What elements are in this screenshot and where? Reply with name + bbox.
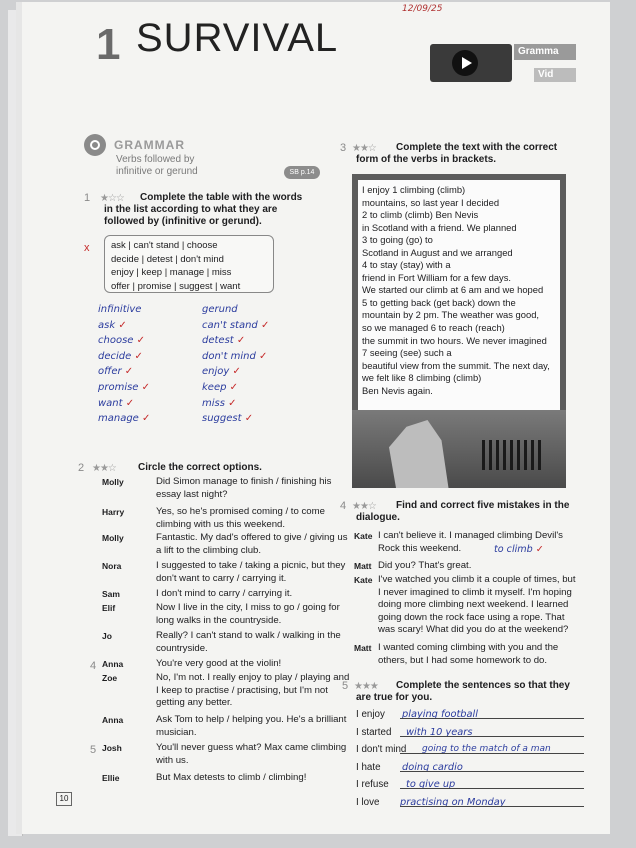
infinitive-item: offer ✓ xyxy=(98,366,134,378)
gerund-item: suggest ✓ xyxy=(202,413,254,425)
exercise-5-instruction: Complete the sentences so that they are true for you. xyxy=(356,680,570,703)
story-line: the summit in two hours. We never imagined xyxy=(362,334,547,346)
unit-number: 1 xyxy=(96,20,121,69)
story-line: mountains, so last year I decided xyxy=(362,196,500,208)
gerund-item: enjoy ✓ xyxy=(202,366,241,378)
gerund-item: miss ✓ xyxy=(202,397,237,409)
story-line: mountain by 2 pm. The weather was good, xyxy=(362,309,540,321)
mountain-photo xyxy=(352,410,566,488)
story-line: Scotland in August and we arranged xyxy=(362,246,513,258)
side-number: 5 xyxy=(90,744,97,756)
sentence-line: I don't mind going to the match of a man xyxy=(356,741,586,759)
gerund-item: detest ✓ xyxy=(202,335,246,347)
grammar-subtitle-line: Verbs followed by xyxy=(116,154,195,165)
story-line: 4 to stay (stay) with a xyxy=(362,259,451,271)
grammar-title: GRAMMAR xyxy=(114,138,185,152)
workbook-page: 12/09/25 1 SURVIVAL Gramma Vid GRAMMAR Verbs followed by infinitive or gerund SB p.14 1 ★☆☆ Complete the table with the words in the list according to what they are followed by (infinitive or gerund). x ask | can't stand | choose decide | detest | don't mind enjoy | keep | manage | miss offer | promise | suggest | want infinitive ask ✓ choose ✓ decide ✓ offer ✓ promise ✓ want ✓ manage ✓ gerund can't stand ✓ detest ✓ don't mind ✓ enjoy ✓ keep ✓ miss ✓ suggest ✓ 2 ★★☆ Circle the correct options. 4 5 Molly Did Simon manage to finish / finishing his essay last night? Harry Yes, so he's promised coming / to come climbing with us this weekend. Molly Fantastic. My dad's offered to give / giving us a lift to the climbing club. Nora I suggested to take / taking a picnic, but they don't want to carry / carrying it. Sam I don't mind to carry / carrying it. Elif Now I live in the city, I miss to go / going for long walks in the countryside. Jo Really? I can't stand to walk / walking in the countryside. Anna You're very good at the violin! Zoe No, I'm not. I really enjoy to play / playing and I keep to practise / practising, but I'm not getting any better. Anna Ask Tom to help / helping you. He's a brilliant musician. Josh You'll never guess what? Max came climbing with us. Ellie But Max detests to climb / climbing! 3 ★★☆ Complete the text with the correct form of the verbs in brackets. I enjoy 1 climbing (climb) mountains, so last year I decided 2 to climb (climb) Ben Nevis in Scotland with a friend. We planned 3 to going (go) to Scotland in August and we arranged 4 to stay (stay) with a friend in Fort William for a few days. We started our climb at 6 am and we hoped 5 to getting back (get back) down the mountain by 2 pm. The weather was good, so we managed 6 to reach (reach) the summit in two hours. We never imagined 7 seeing (see) such a beautiful view from the summit. The next day, we felt like 8 climbing (climb) Ben Nevis again. 4 ★★☆ Find and correct five mistakes in the dialogue. Kate I can't believe it. I managed climbing Devil's Rock this weekend. to climb ✓ Matt Did you? That's great. Kate I've watched you climb it a couple of times, but I never imagined to climb it myself. I'm hoping doing more climbing next weekend. I learned going down the rock face using a rope. That was scary! What did you do at the weekend? Matt I wanted coming climbing with you and the others, but I had some homework to do. 5 ★★★ Complete the sentences so that they are true for you. I enjoy playing football I started with 10 years I don't mind going to the match of a man I hate doing cardio I refuse to give up I love practising on Monday 10 xyxy=(22,2,610,834)
story-card xyxy=(358,180,560,410)
red-cross-mark: x xyxy=(84,242,90,254)
exercise-2-stars: ★★☆ xyxy=(92,463,116,474)
exercise-1-stars: ★☆☆ xyxy=(100,193,124,204)
story-line: friend in Fort William for a few days. xyxy=(362,271,512,283)
exercise-2-number: 2 xyxy=(78,462,85,474)
sentence-line: I hate doing cardio xyxy=(356,759,586,777)
exercise-1-number: 1 xyxy=(84,192,91,204)
story-line: in Scotland with a friend. We planned xyxy=(362,221,517,233)
page-number: 10 xyxy=(56,792,72,806)
story-line: 2 to climb (climb) Ben Nevis xyxy=(362,209,479,221)
exercise-3-number: 3 xyxy=(340,142,347,154)
handwritten-date: 12/09/25 xyxy=(402,4,443,14)
exercise-5-sentences xyxy=(338,706,584,816)
exercise-4-instruction: Find and correct five mistakes in the dialogue. xyxy=(356,500,570,523)
gerund-column xyxy=(202,302,302,427)
story-panel xyxy=(352,174,566,488)
story-line: 3 to going (go) to xyxy=(362,234,433,246)
infinitive-item: manage ✓ xyxy=(98,413,151,425)
video-tag: Gramma xyxy=(514,44,576,60)
sentence-line: I love practising on Monday xyxy=(356,794,586,812)
word-box-line: decide | detest | don't mind xyxy=(111,253,224,265)
infinitive-heading: infinitive xyxy=(98,304,142,315)
handwritten-correction: to climb ✓ xyxy=(494,544,544,555)
climbers-silhouette xyxy=(482,440,542,470)
grammar-subtitle-line: infinitive or gerund xyxy=(116,166,198,177)
exercise-1-instruction: Complete the table with the words in the list according to what they are followed by (infinitive or gerund). xyxy=(104,192,303,227)
side-number: 4 xyxy=(90,660,97,672)
infinitive-item: decide ✓ xyxy=(98,350,143,362)
unit-title: SURVIVAL xyxy=(136,16,339,60)
word-box-line: offer | promise | suggest | want xyxy=(111,280,241,292)
sentence-line: I started with 10 years xyxy=(356,724,586,742)
page-edge xyxy=(8,10,23,836)
story-line: I enjoy 1 climbing (climb) xyxy=(362,184,466,195)
word-box xyxy=(104,235,274,293)
story-line: beautiful view from the summit. The next day, xyxy=(362,359,550,371)
exercise-3-instruction: Complete the text with the correct form of the verbs in brackets. xyxy=(356,142,558,165)
story-line: 5 to getting back (get back) down the xyxy=(362,296,516,308)
gerund-item: keep ✓ xyxy=(202,381,239,393)
sentence-line: I enjoy playing football xyxy=(356,706,586,724)
word-box-line: enjoy | keep | manage | miss xyxy=(111,267,232,278)
exercise-2-instruction: Circle the correct options. xyxy=(138,462,262,473)
grammar-icon xyxy=(84,134,106,156)
story-text xyxy=(362,184,558,397)
sentence-line: I refuse to give up xyxy=(356,776,586,794)
story-line: We started our climb at 6 am and we hoped xyxy=(362,284,544,296)
exercise-5-stars: ★★★ xyxy=(354,681,378,692)
infinitive-item: promise ✓ xyxy=(98,381,151,393)
grammar-subtitle xyxy=(116,154,198,178)
exercise-3-stars: ★★☆ xyxy=(352,143,376,154)
story-line: so we managed 6 to reach (reach) xyxy=(362,322,505,334)
video-banner xyxy=(430,40,572,86)
word-box-line: ask | can't stand | choose xyxy=(111,240,218,251)
exercise-4-stars: ★★☆ xyxy=(352,501,376,512)
summit-rock xyxy=(382,420,452,488)
gerund-item: don't mind ✓ xyxy=(202,350,268,362)
story-line: we felt like 8 climbing (climb) xyxy=(362,372,482,384)
exercise-5-number: 5 xyxy=(342,680,349,692)
video-tag: Vid xyxy=(534,68,576,82)
infinitive-item: ask ✓ xyxy=(98,319,127,331)
play-icon xyxy=(452,50,478,76)
grammar-page-ref: SB p.14 xyxy=(284,166,320,179)
gerund-item: can't stand ✓ xyxy=(202,319,270,331)
story-line: Ben Nevis again. xyxy=(362,384,433,396)
infinitive-item: choose ✓ xyxy=(98,335,146,347)
story-line: 7 seeing (see) such a xyxy=(362,347,452,359)
exercise-4-number: 4 xyxy=(340,500,347,512)
gerund-heading: gerund xyxy=(202,304,238,315)
infinitive-column xyxy=(98,302,188,427)
infinitive-item: want ✓ xyxy=(98,397,135,409)
